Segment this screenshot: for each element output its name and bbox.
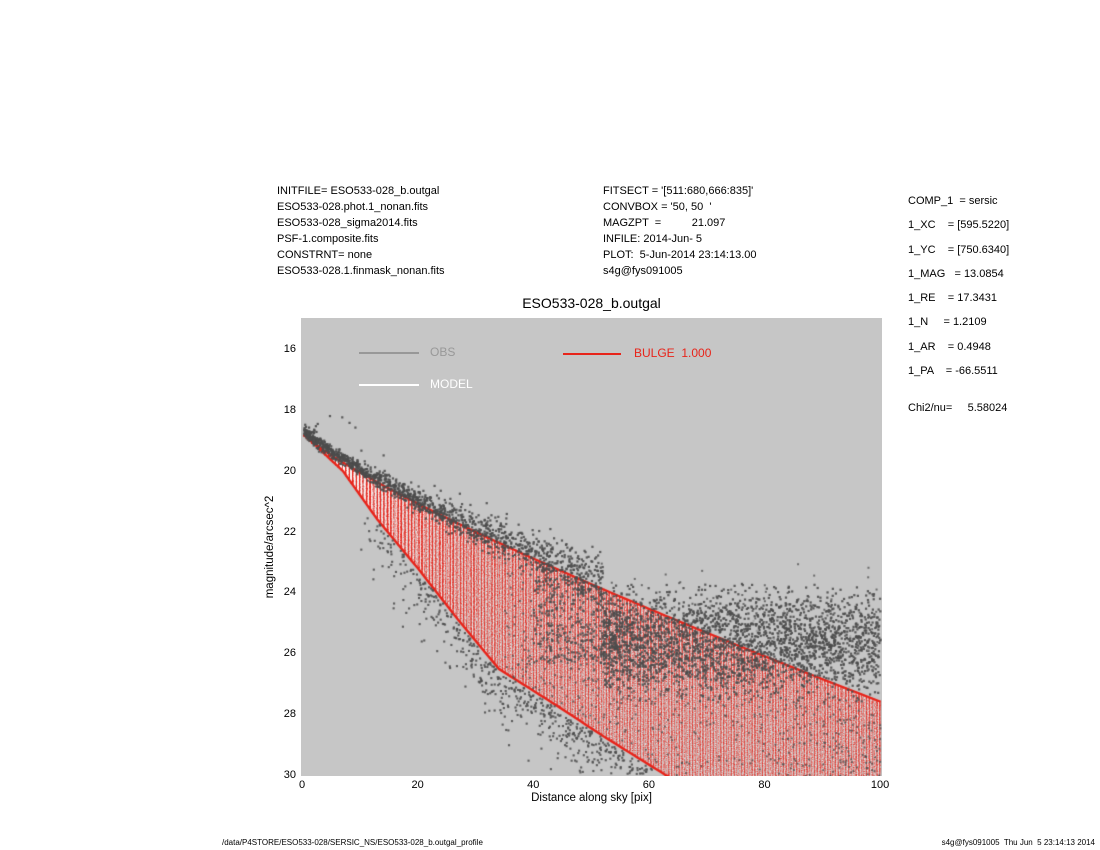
y-axis-label: magnitude/arcsec^2 [264,495,276,599]
y-tick-label: 18 [283,403,296,416]
x-tick-label: 0 [298,779,306,791]
info-line: MAGZPT = 21.097 [603,217,726,229]
legend-line-bulge [563,353,621,355]
info-line: 1_XC = [595.5220] [908,219,1010,232]
y-tick-label: 22 [283,525,296,538]
plot-title: ESO533-028_b.outgal [522,295,661,311]
y-tick-label: 20 [283,464,296,477]
info-line: 1_AR = 0.4948 [908,340,991,353]
x-axis-label: Distance along sky [pix] [531,792,652,804]
y-tick-label: 24 [283,586,296,599]
info-line: ESO533-028.phot.1_nonan.fits [277,201,429,213]
info-line: ESO533-028_sigma2014.fits [277,217,418,229]
footer-file-path: /data/P4STORE/ESO533-028/SERSIC_NS/ESO533-028_b.outgal_profile [222,838,483,847]
legend-label: BULGE 1.000 [634,346,712,360]
y-tick-label: 16 [283,342,296,355]
info-line: s4g@fys091005 [603,265,683,277]
info-line: 1_N = 1.2109 [908,316,987,329]
x-tick-label: 100 [870,779,890,791]
y-tick-label: 28 [283,708,296,721]
x-tick-label: 80 [758,779,771,791]
legend-label: MODEL [430,377,473,391]
y-tick-label: 30 [283,769,296,782]
x-tick-label: 60 [642,779,655,791]
info-line: PLOT: 5-Jun-2014 23:14:13.00 [603,249,757,261]
info-block-fit-settings [603,183,757,279]
info-line: 1_MAG = 13.0854 [908,267,1004,280]
info-block-fit-results [908,189,1009,421]
info-line: INITFILE= ESO533-028_b.outgal [277,185,440,197]
footer-user-timestamp: s4g@fys091005 Thu Jun 5 23:14:13 2014 [941,838,1095,847]
legend-label: OBS [430,345,456,359]
info-line: PSF-1.composite.fits [277,233,379,245]
profile-scatter-canvas [301,318,882,776]
x-tick-label: 20 [411,779,424,791]
legend-line-obs [359,352,419,354]
x-tick-label: 40 [527,779,540,791]
info-line: COMP_1 = sersic [908,195,998,207]
info-block-input-files [277,183,445,279]
info-line: FITSECT = '[511:680,666:835]' [603,185,754,197]
info-line: 1_PA = -66.5511 [908,365,998,378]
info-line: CONSTRNT= none [277,249,373,261]
info-line: ESO533-028.1.finmask_nonan.fits [277,265,445,277]
legend-line-model [359,384,419,386]
info-line: 1_YC = [750.6340] [908,243,1010,256]
info-line: CONVBOX = '50, 50 ' [603,201,712,213]
info-line: 1_RE = 17.3431 [908,292,997,305]
info-line: INFILE: 2014-Jun- 5 [603,233,703,245]
y-tick-label: 26 [283,647,296,660]
info-line: Chi2/nu= 5.58024 [908,402,1008,415]
